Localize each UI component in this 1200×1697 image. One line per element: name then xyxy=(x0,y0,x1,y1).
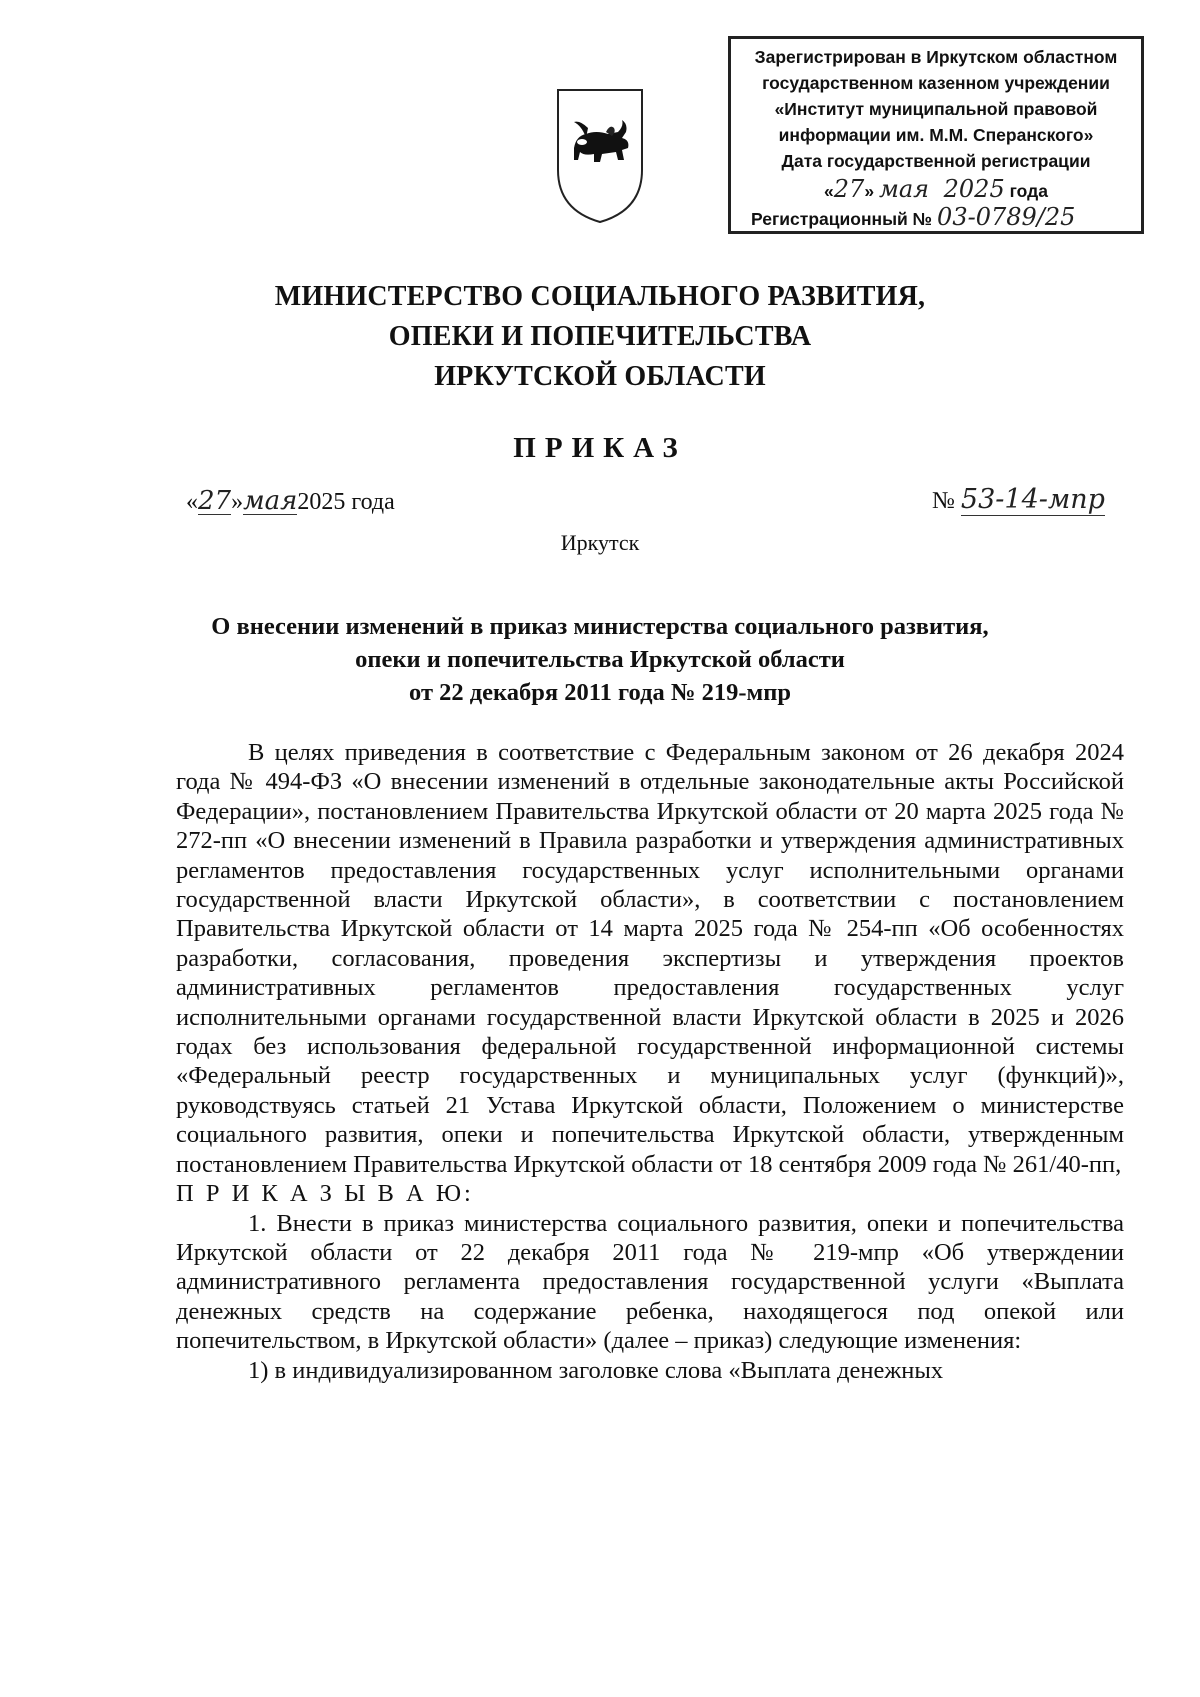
stamp-registration-number xyxy=(739,204,1133,232)
order-date-month: мая xyxy=(243,486,298,516)
ministry-line: ОПЕКИ И ПОПЕЧИТЕЛЬСТВА xyxy=(388,321,812,352)
registration-stamp xyxy=(728,36,1144,234)
stamp-reg-label: Регистрационный № xyxy=(751,209,933,229)
stamp-line: информации им. М.М. Сперанского» xyxy=(778,125,1094,145)
stamp-line: государственном казенном учреждении xyxy=(762,73,1110,93)
subject-line: О внесении изменений в приказ министерства социального развития, xyxy=(211,613,989,640)
order-date: «27»мая2025 года xyxy=(186,486,395,516)
order-number-label: № xyxy=(932,488,955,514)
coat-of-arms-icon xyxy=(552,86,648,226)
ministry-line: МИНИСТЕРСТВО СОЦИАЛЬНОГО РАЗВИТИЯ, xyxy=(274,281,926,312)
order-date-year: 2025 года xyxy=(297,489,395,515)
stamp-date-year: 2025 xyxy=(943,175,1005,203)
subject-line: от 22 декабря 2011 года № 219-мпр xyxy=(409,679,791,706)
stamp-date-suffix: года xyxy=(1009,181,1048,201)
ministry-line: ИРКУТСКОЙ ОБЛАСТИ xyxy=(434,361,766,392)
stamp-reg-number: 03-0789/25 xyxy=(937,203,1076,231)
city: Иркутск xyxy=(560,530,640,555)
order-body xyxy=(176,738,1124,1385)
command-line: П Р И К А З Ы В А Ю: xyxy=(176,1180,474,1208)
subject-line: опеки и попечительства Иркутской области xyxy=(355,646,845,673)
item-1-paragraph: 1. Внести в приказ министерства социального развития, опеки и попечительства Иркутской области от 22 декабря 2011 года № 219-мпр «Об утверждении административного регламента предоставления государственной услуги «Выплата денежных средств на содержание ребенка, находящегося под опекой или попечительством, в Иркутской области» (далее – приказ) следующие изменения: xyxy=(176,1209,1124,1355)
stamp-date-day: 27 xyxy=(833,175,865,203)
order-number xyxy=(932,484,1105,515)
stamp-line: «Институт муниципальной правовой xyxy=(774,99,1098,119)
order-subject xyxy=(0,610,1200,709)
stamp-date-month: мая xyxy=(878,175,930,203)
stamp-line: Дата государственной регистрации xyxy=(781,151,1091,171)
ministry-heading xyxy=(0,277,1200,397)
stamp-line: Зарегистрирован в Иркутском областном xyxy=(754,47,1118,67)
order-number-value: 53-14-мпр xyxy=(960,484,1105,515)
stamp-registration-date: «27» мая 2025 года xyxy=(824,175,1048,203)
order-title: ПРИКАЗ xyxy=(513,432,687,464)
subitem-1-paragraph: 1) в индивидуализированном заголовке слова «Выплата денежных xyxy=(248,1356,944,1384)
preamble-paragraph: В целях приведения в соответствие с Федеральным законом от 26 декабря 2024 года № 494-ФЗ «О внесении изменений в отдельные законодательные акты Российской Федерации», постановлением Правительства Иркутской области от 20 марта 2025 года № 272-пп «О внесении изменений в Правила разработки и утверждения административных регламентов предоставления государственных услуг исполнительными органами государственной власти Иркутской области», в соответствии с постановлением Правительства Иркутской области от 14 марта 2025 года № 254-пп «Об особенностях разработки, согласования, проведения экспертизы и утверждения проектов административных регламентов предоставления государственных услуг исполнительными органами государственной власти Иркутской области в 2025 и 2026 годах без использования федеральной государственной информационной системы «Федеральный реестр государственных и муниципальных услуг (функций)», руководствуясь статьей 21 Устава Иркутской области, Положением о министерстве социального развития, опеки и попечительства Иркутской области, утвержденным постановлением Правительства Иркутской области от 18 сентября 2009 года № 261/40-пп, xyxy=(176,739,1124,1178)
order-date-day: 27 xyxy=(198,486,232,516)
